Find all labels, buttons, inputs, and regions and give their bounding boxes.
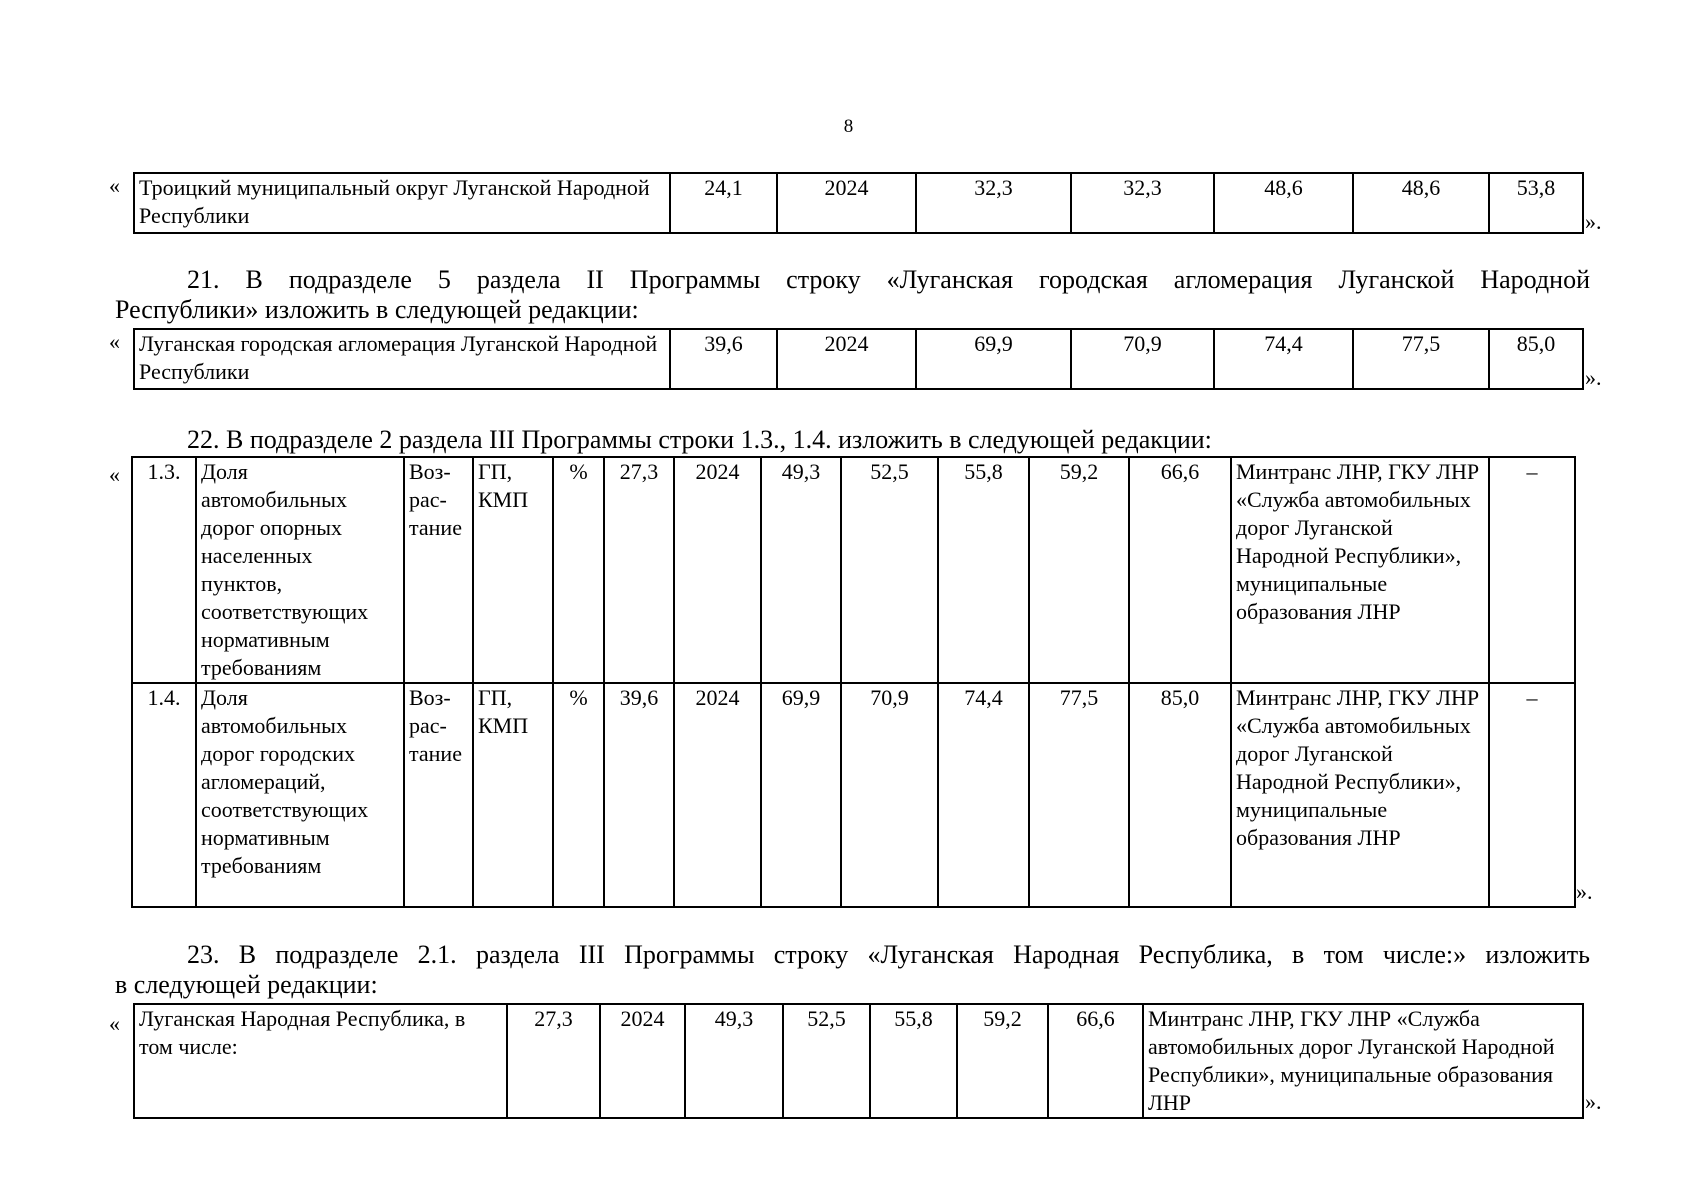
value-cell: 59,2 — [1029, 457, 1129, 683]
page-number: 8 — [843, 116, 854, 137]
opening-quote: « — [109, 173, 120, 198]
trend-cell: Воз-рас-тание — [404, 683, 473, 907]
value-cell: 77,5 — [1029, 683, 1129, 907]
value-cell: 2024 — [777, 173, 916, 233]
value-cell: 77,5 — [1353, 329, 1489, 389]
value-cell: 52,5 — [841, 457, 938, 683]
value-cell: 55,8 — [870, 1004, 957, 1118]
territory-name: Луганская городская агломерация Луганской Народной Республики — [134, 329, 670, 389]
value-cell: 85,0 — [1489, 329, 1583, 389]
paragraph-line: в следующей редакции: — [115, 970, 378, 999]
value-cell: 52,5 — [783, 1004, 870, 1118]
unit-cell: % — [553, 683, 604, 907]
value-cell: 39,6 — [604, 683, 674, 907]
value-cell: 55,8 — [938, 457, 1029, 683]
closing-quote: ». — [1585, 209, 1602, 234]
paragraph-line: 23. В подразделе 2.1. раздела III Программы строку «Луганская Народная Республика, в том числе:» изложить — [187, 940, 1590, 969]
paragraph-line: 22. В подразделе 2 раздела III Программы строки 1.3., 1.4. изложить в следующей редакции: — [187, 425, 1212, 454]
paragraph-23 — [115, 940, 1590, 1000]
value-cell: 24,1 — [670, 173, 777, 233]
table-row — [134, 173, 1583, 233]
value-cell: 49,3 — [761, 457, 841, 683]
value-cell: 27,3 — [507, 1004, 600, 1118]
value-cell: 48,6 — [1214, 173, 1353, 233]
value-cell: 74,4 — [938, 683, 1029, 907]
territory-name: Луганская Народная Республика, в том числе: — [134, 1004, 507, 1118]
responsible-cell: Минтранс ЛНР, ГКУ ЛНР «Служба автомобильных дорог Луганской Народной Республики», муниципальные образования ЛНР — [1231, 457, 1489, 683]
value-cell: 32,3 — [916, 173, 1071, 233]
value-cell: 74,4 — [1214, 329, 1353, 389]
opening-quote: « — [109, 329, 120, 354]
paragraph-line: Республики» изложить в следующей редакции: — [115, 295, 639, 324]
value-cell: 32,3 — [1071, 173, 1214, 233]
value-cell: 48,6 — [1353, 173, 1489, 233]
value-cell: 66,6 — [1048, 1004, 1143, 1118]
value-cell: 70,9 — [1071, 329, 1214, 389]
opening-quote: « — [109, 462, 120, 487]
table-row — [132, 683, 1575, 907]
table-troitsky — [133, 172, 1584, 234]
table-lnr-total — [133, 1003, 1584, 1119]
paragraph-22 — [187, 425, 1587, 455]
value-cell: 2024 — [674, 457, 761, 683]
responsible-cell: Минтранс ЛНР, ГКУ ЛНР «Служба автомобильных дорог Луганской Народной Республики», муниципальные образования ЛНР — [1143, 1004, 1583, 1118]
responsible-cell: Минтранс ЛНР, ГКУ ЛНР «Служба автомобильных дорог Луганской Народной Республики», муниципальные образования ЛНР — [1231, 683, 1489, 907]
paragraph-line: 21. В подразделе 5 раздела II Программы строку «Луганская городская агломерация Луганской Народной — [187, 265, 1590, 294]
value-cell: 2024 — [674, 683, 761, 907]
indicator-name: Доля автомобильных дорог городских агломераций, соответствующих нормативным требованиям — [196, 683, 404, 907]
value-cell: 66,6 — [1129, 457, 1231, 683]
territory-name: Троицкий муниципальный округ Луганской Народной Республики — [134, 173, 670, 233]
row-number: 1.4. — [132, 683, 196, 907]
table-row — [134, 329, 1583, 389]
type-cell: ГП, КМП — [473, 683, 553, 907]
value-cell: 69,9 — [761, 683, 841, 907]
table-row — [132, 457, 1575, 683]
value-cell: 85,0 — [1129, 683, 1231, 907]
value-cell: 39,6 — [670, 329, 777, 389]
opening-quote: « — [109, 1011, 120, 1036]
type-cell: ГП, КМП — [473, 457, 553, 683]
extra-cell: – — [1489, 457, 1575, 683]
unit-cell: % — [553, 457, 604, 683]
row-number: 1.3. — [132, 457, 196, 683]
value-cell: 2024 — [600, 1004, 685, 1118]
value-cell: 53,8 — [1489, 173, 1583, 233]
table-indicators — [131, 456, 1576, 908]
closing-quote: ». — [1576, 879, 1593, 904]
paragraph-21 — [115, 265, 1590, 325]
extra-cell: – — [1489, 683, 1575, 907]
value-cell: 2024 — [777, 329, 916, 389]
value-cell: 27,3 — [604, 457, 674, 683]
table-row — [134, 1004, 1583, 1118]
trend-cell: Воз-рас-тание — [404, 457, 473, 683]
closing-quote: ». — [1585, 365, 1602, 390]
value-cell: 70,9 — [841, 683, 938, 907]
value-cell: 69,9 — [916, 329, 1071, 389]
indicator-name: Доля автомобильных дорог опорных населенных пунктов, соответствующих нормативным требованиям — [196, 457, 404, 683]
closing-quote: ». — [1585, 1089, 1602, 1114]
table-lugansk-agglomeration — [133, 328, 1584, 390]
value-cell: 49,3 — [685, 1004, 783, 1118]
value-cell: 59,2 — [957, 1004, 1048, 1118]
